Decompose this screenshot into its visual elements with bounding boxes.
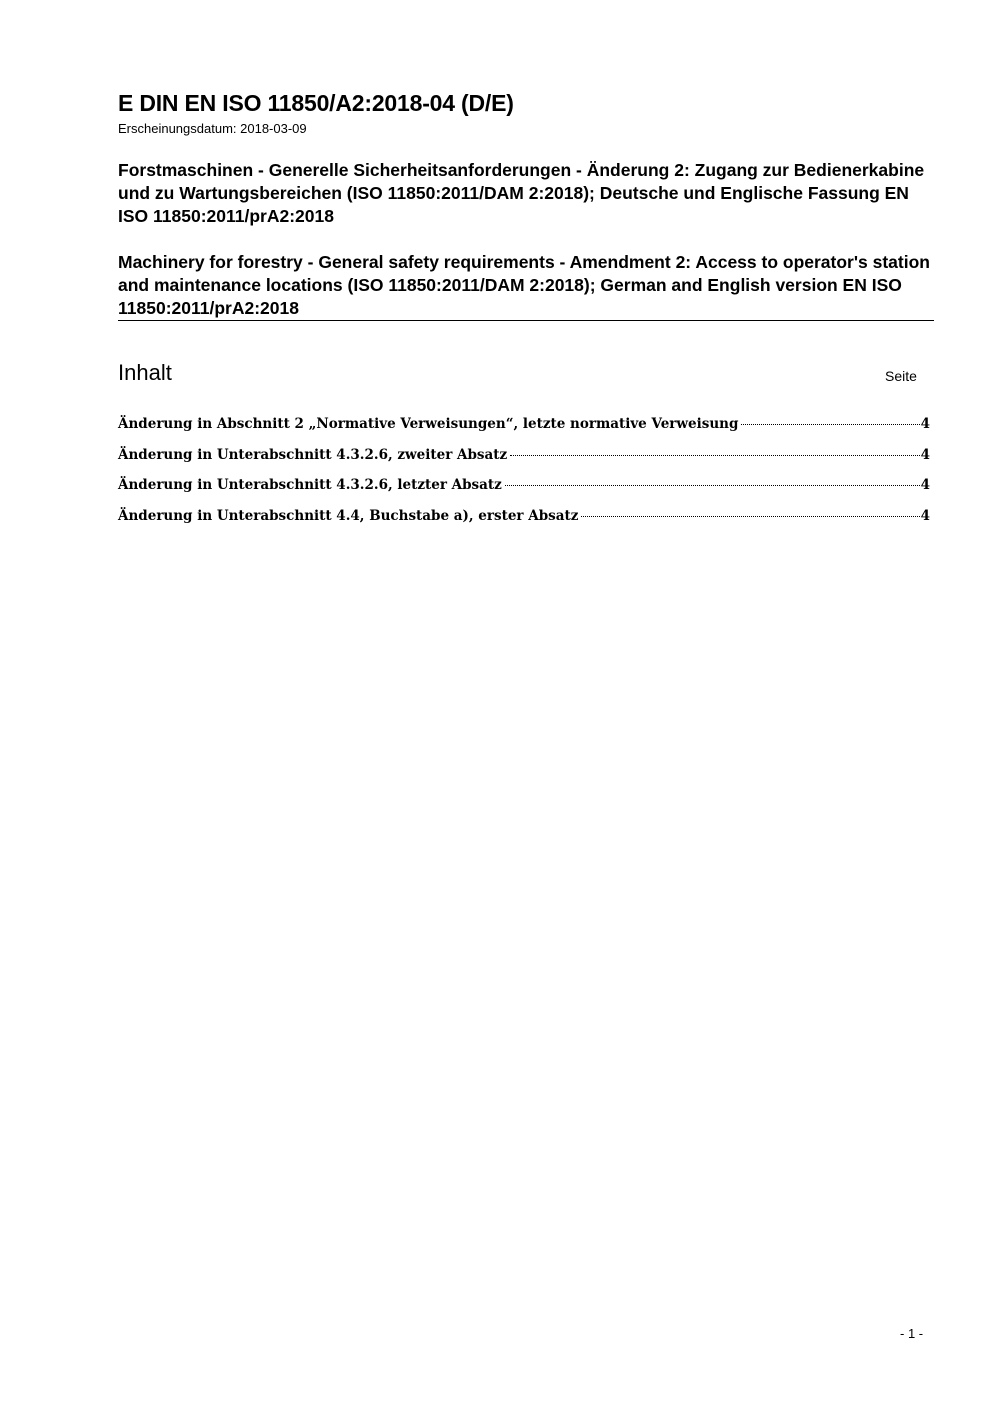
document-id: E DIN EN ISO 11850/A2:2018-04 (D/E) bbox=[118, 90, 514, 116]
toc-entry-title: Änderung in Unterabschnitt 4.4, Buchstabe a), erster Absatz bbox=[118, 507, 579, 524]
toc-entry-title: Änderung in Unterabschnitt 4.3.2.6, zweiter Absatz bbox=[118, 446, 508, 463]
toc-dot-leader bbox=[741, 424, 919, 425]
page-number: - 1 - bbox=[900, 1326, 924, 1341]
toc-heading: Inhalt bbox=[118, 360, 172, 385]
publication-date: Erscheinungsdatum: 2018-03-09 bbox=[118, 121, 307, 136]
table-of-contents bbox=[118, 416, 930, 538]
toc-dot-leader bbox=[581, 516, 919, 517]
toc-entry-page: 4 bbox=[920, 446, 930, 463]
toc-dot-leader bbox=[505, 485, 920, 486]
toc-entry-page: 4 bbox=[920, 507, 930, 524]
toc-entry-page: 4 bbox=[920, 416, 930, 432]
toc-entry[interactable] bbox=[118, 508, 930, 539]
toc-entry-page: 4 bbox=[920, 477, 930, 493]
toc-dot-leader bbox=[510, 455, 919, 456]
toc-entry[interactable] bbox=[118, 477, 930, 508]
toc-entry-title: Änderung in Abschnitt 2 „Normative Verweisungen“, letzte normative Verweisung bbox=[118, 416, 739, 432]
title-english: Machinery for forestry - General safety requirements - Amendment 2: Access to operator's station and maintenance locations (ISO 11850:2011/DAM 2:2018); German and English version EN ISO 11850:2011/prA2:2018 bbox=[118, 252, 930, 318]
title-german: Forstmaschinen - Generelle Sicherheitsanforderungen - Änderung 2: Zugang zur Bedienerkabine und zu Wartungsbereichen (ISO 11850:2011/DAM 2:2018); Deutsche und Englische Fassung EN ISO 11850:2011/prA2:2018 bbox=[118, 160, 925, 226]
toc-entry[interactable] bbox=[118, 447, 930, 478]
toc-entry[interactable] bbox=[118, 416, 930, 447]
toc-entry-title: Änderung in Unterabschnitt 4.3.2.6, letzter Absatz bbox=[118, 477, 502, 493]
title-divider bbox=[118, 320, 934, 321]
toc-page-column-label: Seite bbox=[885, 368, 917, 384]
